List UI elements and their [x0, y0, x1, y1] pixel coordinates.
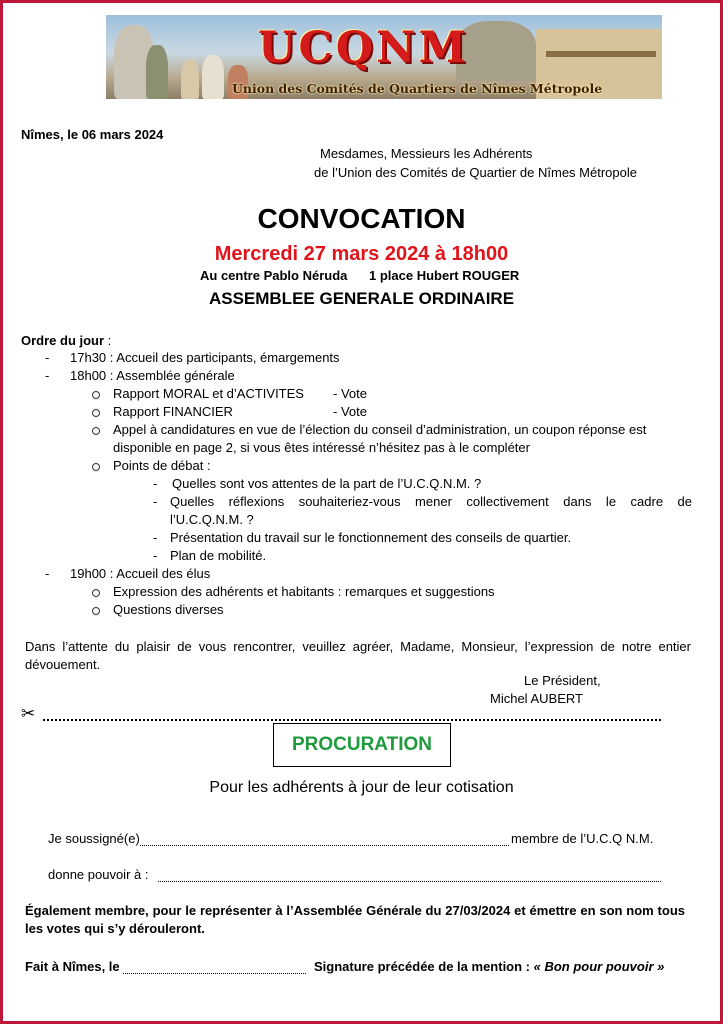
president-name: Michel AUBERT — [490, 691, 583, 706]
soussigne-label: Je soussigné(e) — [48, 831, 140, 846]
rapport-financier-vote: - Vote — [333, 404, 367, 419]
agenda-colon: : — [104, 333, 112, 348]
procuration-subtitle: Pour les adhérents à jour de leur cotisation — [209, 779, 514, 796]
question-3: Présentation du travail sur le fonctionnement des conseils de quartier. — [170, 530, 572, 545]
ucqnm-banner — [106, 15, 662, 99]
question-1: Quelles sont vos attentes de la part de l’U.C.Q.N.M. ? — [172, 476, 482, 491]
recipient-line-2: de l’Union des Comités de Quartier de Nîmes Métropole — [314, 165, 637, 180]
pouvoir-field[interactable] — [158, 881, 661, 882]
rapport-moral-vote: - Vote — [333, 386, 367, 401]
signature-label — [314, 959, 664, 974]
pouvoir-label: donne pouvoir à : — [48, 867, 149, 882]
question-4: Plan de mobilité. — [170, 548, 267, 563]
banner-subtitle: Union des Comités de Quartiers de Nîmes Métropole — [232, 81, 603, 96]
sub-dash: - — [153, 548, 158, 563]
expression: Expression des adhérents et habitants : remarques et suggestions — [113, 584, 495, 599]
closing-line-2: dévouement. — [25, 657, 101, 672]
bullet-circle — [92, 391, 100, 399]
bullet-circle — [92, 589, 100, 597]
soussigne-field[interactable] — [140, 845, 509, 846]
rapport-moral: Rapport MORAL et d’ACTIVITES — [113, 386, 304, 401]
ucqnm-logo: UCQNM — [258, 23, 470, 73]
procuration-title: PROCURATION — [291, 734, 433, 755]
agenda-item-1730: 17h30 : Accueil des participants, émargements — [70, 350, 340, 365]
agenda-dash: - — [45, 566, 50, 581]
bullet-circle — [92, 409, 100, 417]
points-debat: Points de débat : — [113, 458, 211, 473]
bullet-circle — [92, 463, 100, 471]
scissors-icon: ✂ — [21, 704, 36, 723]
agenda-dash: - — [45, 350, 50, 365]
statement-line-2: les votes qui s’y dérouleront. — [25, 921, 205, 936]
question-2-line-2: l’U.C.Q.N.M. ? — [170, 512, 254, 527]
signature-label-text: Signature précédée de la mention : — [314, 959, 530, 974]
cut-line — [21, 704, 661, 724]
agenda-item-1900: 19h00 : Accueil des élus — [70, 566, 211, 581]
sub-dash: - — [153, 530, 158, 545]
bullet-circle — [92, 427, 100, 435]
appel-line-2: disponible en page 2, si vous êtes intéressé n’hésitez pas à le compléter — [113, 440, 530, 455]
questions-diverses: Questions diverses — [113, 602, 224, 617]
bullet-circle — [92, 607, 100, 615]
agenda-item-1800: 18h00 : Assemblée générale — [70, 368, 235, 383]
rapport-financier: Rapport FINANCIER — [113, 404, 233, 419]
sub-dash: - — [153, 494, 158, 509]
dotted-separator — [43, 719, 661, 721]
meeting-date: Mercredi 27 mars 2024 à 18h00 — [214, 243, 509, 265]
procuration-title-box — [273, 723, 451, 767]
statement-line-1: Également membre, pour le représenter à l’Assemblée Générale du 27/03/2024 et émettre en son nom tous — [25, 903, 685, 918]
bon-pour-pouvoir: « Bon pour pouvoir » — [533, 959, 665, 974]
venue: Au centre Pablo Néruda — [200, 268, 348, 283]
venue-address: 1 place Hubert ROUGER — [369, 268, 520, 283]
fait-label: Fait à Nîmes, le — [25, 959, 120, 974]
agenda-heading-wrap — [21, 333, 111, 348]
meeting-type: ASSEMBLEE GENERALE ORDINAIRE — [208, 289, 515, 308]
convocation-title: CONVOCATION — [257, 203, 466, 234]
agenda-dash: - — [45, 368, 50, 383]
president-title: Le Président, — [524, 673, 601, 688]
date-field[interactable] — [123, 973, 306, 974]
sub-dash: - — [153, 476, 158, 491]
place-date: Nîmes, le 06 mars 2024 — [21, 127, 164, 142]
appel-line-1: Appel à candidatures en vue de l’élection du conseil d’administration, un coupon réponse est — [113, 422, 647, 437]
closing-line-1: Dans l’attente du plaisir de vous rencontrer, veuillez agréer, Madame, Monsieur, l’expression de notre entier — [25, 639, 691, 654]
recipient-line-1: Mesdames, Messieurs les Adhérents — [320, 146, 533, 161]
agenda-heading: Ordre du jour — [21, 333, 105, 348]
question-2-line-1: Quelles réflexions souhaiteriez-vous mener collectivement dans le cadre de — [170, 494, 692, 509]
membre-label: membre de l’U.C.Q N.M. — [511, 831, 654, 846]
